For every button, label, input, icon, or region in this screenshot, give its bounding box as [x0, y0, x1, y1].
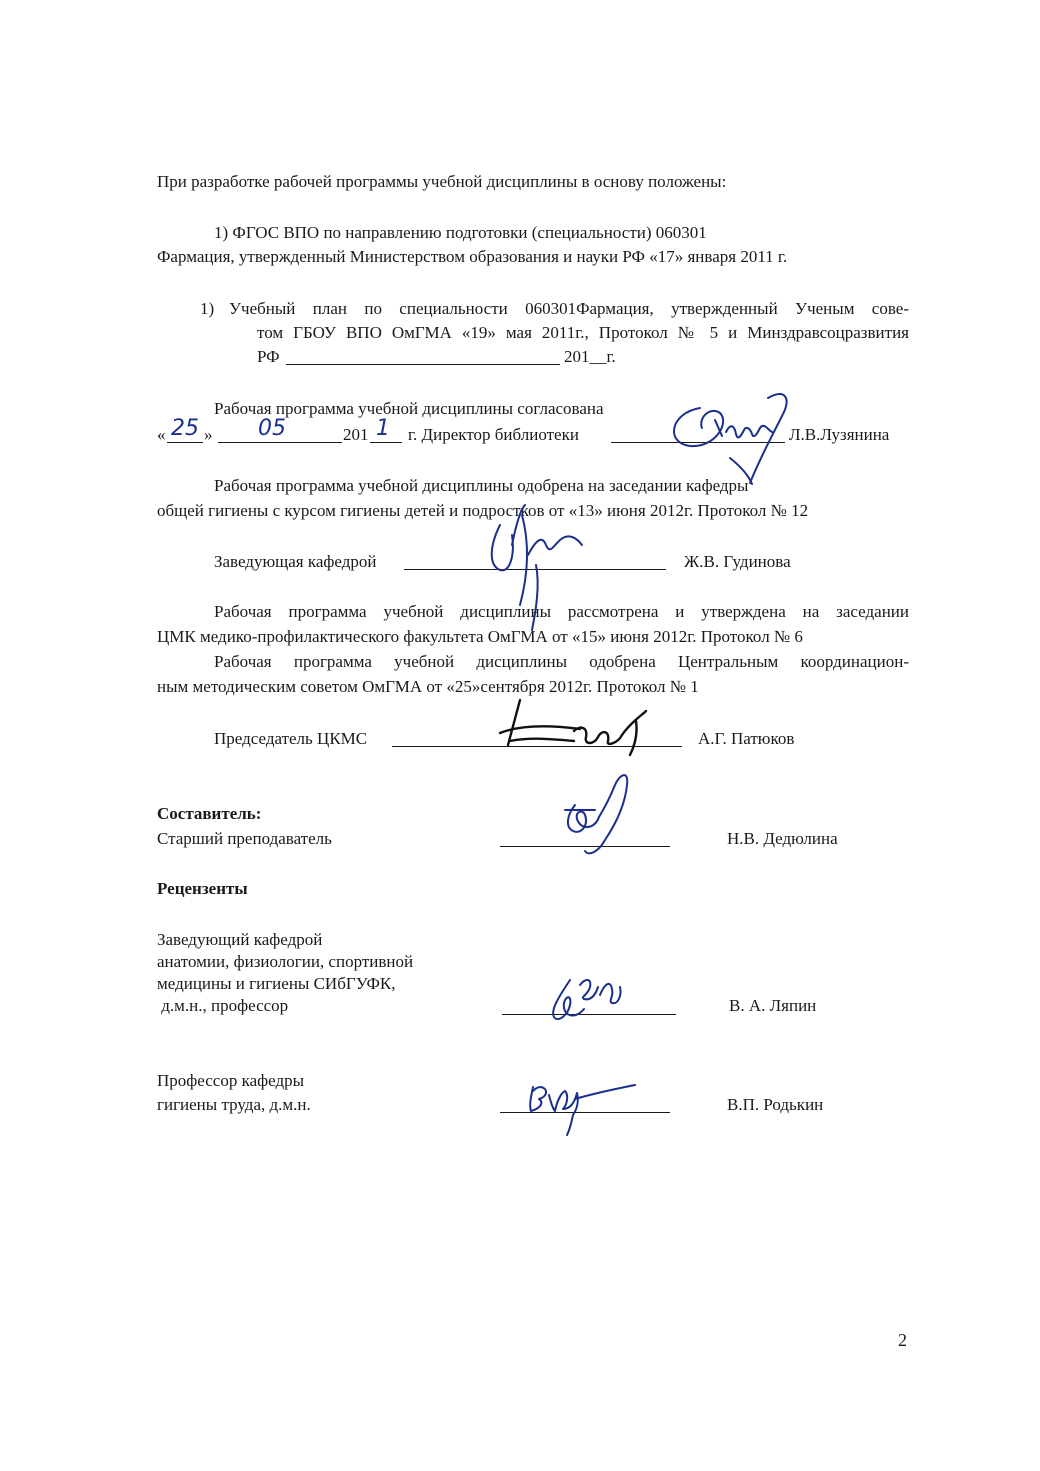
author-signature: [555, 765, 635, 865]
author-name: Н.В. Дедюлина: [727, 829, 838, 848]
library-year-line: [370, 442, 402, 443]
library-month-handwritten: 05: [258, 416, 286, 441]
library-day-line: [167, 442, 203, 443]
cmk-chair-label: Председатель ЦКМС: [214, 729, 368, 748]
cmk-line2: ЦМК медико-профилактического факультета ОмГМА от «15» июня 2012г. Протокол № 6: [157, 627, 803, 646]
dept-line1: Рабочая программа учебной дисциплины одобрена на заседании кафедры: [214, 476, 749, 495]
dept-head-name: Ж.В. Гудинова: [684, 552, 791, 571]
reviewer1-line4: д.м.н., профессор: [157, 996, 289, 1015]
reviewer2-line2: гигиены труда, д.м.н.: [157, 1095, 311, 1114]
author-heading: Составитель:: [157, 804, 262, 823]
item2-blank-line: [286, 364, 560, 365]
item1-line2: Фармация, утвержденный Министерством образования и науки РФ «17» января 2011 г.: [157, 247, 788, 266]
library-line1: Рабочая программа учебной дисциплины согласована: [214, 399, 604, 418]
reviewer2-signature: [525, 1075, 645, 1135]
dept-head-label: Заведующая кафедрой: [214, 552, 377, 571]
reviewer2-line1: Профессор кафедры: [157, 1071, 305, 1090]
item2-number: 1): [200, 299, 215, 318]
cmk-chair-name: А.Г. Патюков: [698, 729, 795, 748]
item2-line3-suffix: 201__г.: [564, 347, 616, 366]
item2-line2: том ГБОУ ВПО ОмГМА «19» мая 2011г., Протокол № 5 и Минздравсоцразвития: [257, 323, 909, 342]
cmk-line3: Рабочая программа учебной дисциплины одобрена Центральным координацион-: [214, 652, 909, 671]
intro-text: При разработке рабочей программы учебной дисциплины в основу положены:: [157, 172, 727, 191]
library-year-prefix: 201: [343, 425, 369, 444]
library-month-line: [218, 442, 342, 443]
dept-line2: общей гигиены с курсом гигиены детей и подростков от «13» июня 2012г. Протокол № 12: [157, 501, 809, 520]
reviewer1-line3: медицины и гигиены СИбГУФК,: [157, 974, 396, 993]
reviewer1-line2: анатомии, физиологии, спортивной: [157, 952, 414, 971]
library-director-label: г. Директор библиотеки: [408, 425, 579, 444]
author-role: Старший преподаватель: [157, 829, 332, 848]
reviewers-heading: Рецензенты: [157, 879, 248, 898]
reviewer2-name: В.П. Родькин: [727, 1095, 824, 1114]
item1-line1: 1) ФГОС ВПО по направлению подготовки (специальности) 060301: [214, 223, 707, 242]
reviewer1-signature: [540, 965, 630, 1025]
cmk-chair-signature: [490, 695, 660, 760]
reviewer1-name: В. А. Ляпин: [729, 996, 817, 1015]
library-open-quote: «: [157, 425, 166, 444]
item2-line3-prefix: РФ: [257, 347, 280, 366]
cmk-line1: Рабочая программа учебной дисциплины рассмотрена и утверждена на заседании: [214, 602, 909, 621]
library-close-quote: »: [204, 425, 213, 444]
item2-line1: Учебный план по специальности 060301Фармация, утвержденный Ученым сове-: [229, 299, 909, 318]
reviewer1-line1: Заведующий кафедрой: [157, 930, 323, 949]
library-director-name: Л.В.Лузянина: [789, 425, 890, 444]
page-number: 2: [898, 1330, 907, 1350]
library-year-handwritten: 1: [376, 416, 390, 441]
cmk-line4: ным методическим советом ОмГМА от «25»сентября 2012г. Протокол № 1: [157, 677, 699, 696]
library-day-handwritten: 25: [171, 416, 199, 441]
